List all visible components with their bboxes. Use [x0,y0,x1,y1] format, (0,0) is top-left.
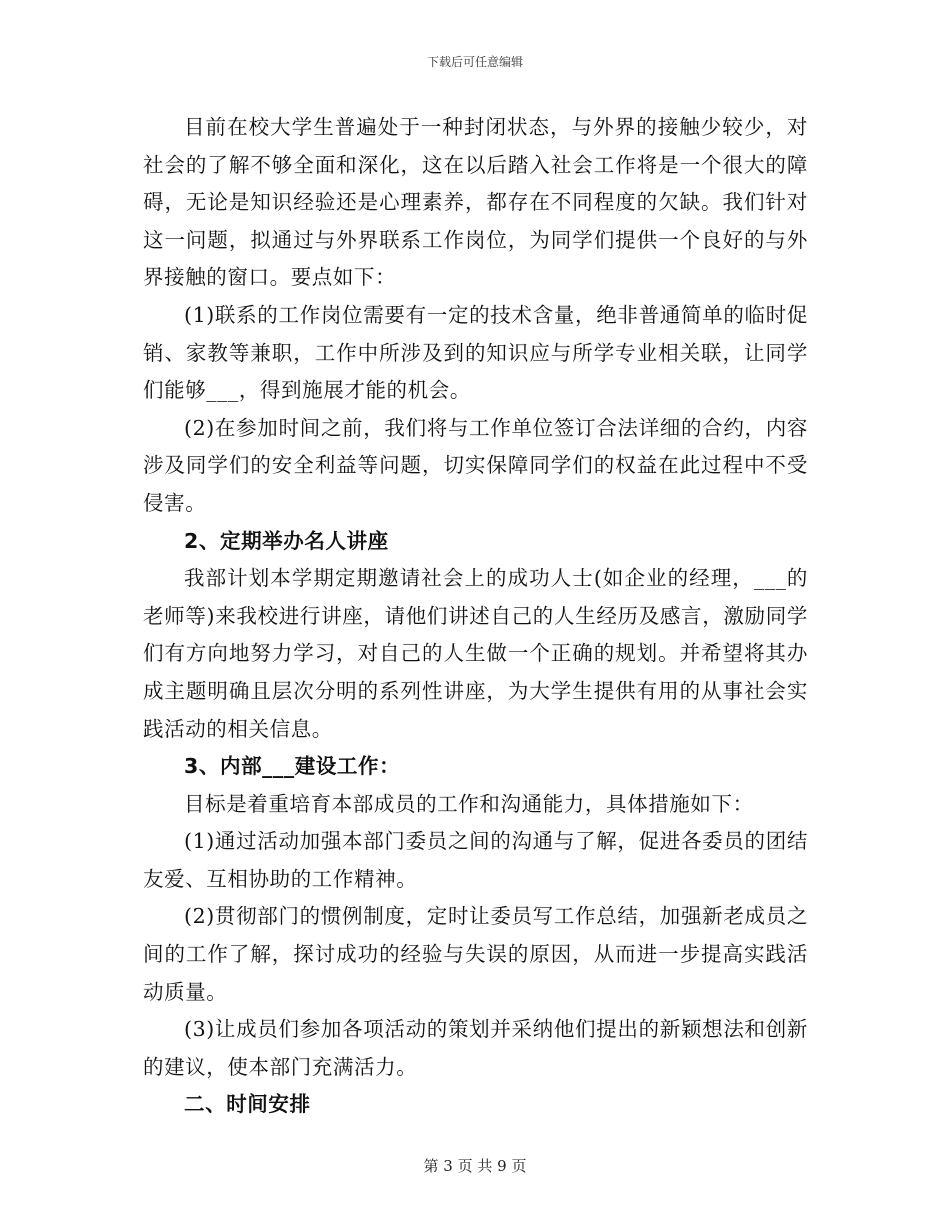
heading-time-schedule: 二、时间安排 [184,1092,311,1117]
paragraph-goal: 目标是着重培育本部成员的工作和沟通能力，具体措施如下： [184,791,754,816]
page-number: 第 3 页 共 9 页 [423,1157,527,1175]
paragraph-lectures: 我部计划本学期定期邀请社会上的成功人士(如企业的经理，___的老师等)来我校进行讲座，请他们讲述自己的人生经历及感言，激励同学们有方向地努力学习，对自己的人生做一个正确的规划。并希望将其办成主题明确且层次分明的系列性讲座，为大学生提供有用的从事社会实践活动的相关信息。 [143,566,808,741]
document-body [143,109,808,1124]
paragraph-item-2: (2)在参加时间之前，我们将与工作单位签订合法详细的合约，内容涉及同学们的安全利益等问题，切实保障同学们的权益在此过程中不受侵害。 [143,415,808,515]
paragraph-measure-2: (2)贯彻部门的惯例制度，定时让委员写工作总结，加强新老成员之间的工作了解，探讨成功的经验与失误的原因，从而进一步提高实践活动质量。 [143,904,808,1004]
heading-lectures: 2、定期举办名人讲座 [184,528,389,553]
heading-internal-building: 3、内部___建设工作： [184,754,401,779]
paragraph-measure-1: (1)通过活动加强本部门委员之间的沟通与了解，促进各委员的团结友爱、互相协助的工作精神。 [143,829,808,891]
header-note: 下载后可任意编辑 [426,55,523,69]
paragraph-intro: 目前在校大学生普遍处于一种封闭状态，与外界的接触少较少，对社会的了解不够全面和深化，这在以后踏入社会工作将是一个很大的障碍，无论是知识经验还是心理素养，都存在不同程度的欠缺。我们针对这一问题，拟通过与外界联系工作岗位，为同学们提供一个良好的与外界接触的窗口。要点如下： [143,115,808,290]
paragraph-item-1: (1)联系的工作岗位需要有一定的技术含量，绝非普通简单的临时促销、家教等兼职，工作中所涉及到的知识应与所学专业相关联，让同学们能够___，得到施展才能的机会。 [143,302,808,403]
paragraph-measure-3: (3)让成员们参加各项活动的策划并采纳他们提出的新颖想法和创新的建议，使本部门充满活力。 [143,1017,808,1079]
